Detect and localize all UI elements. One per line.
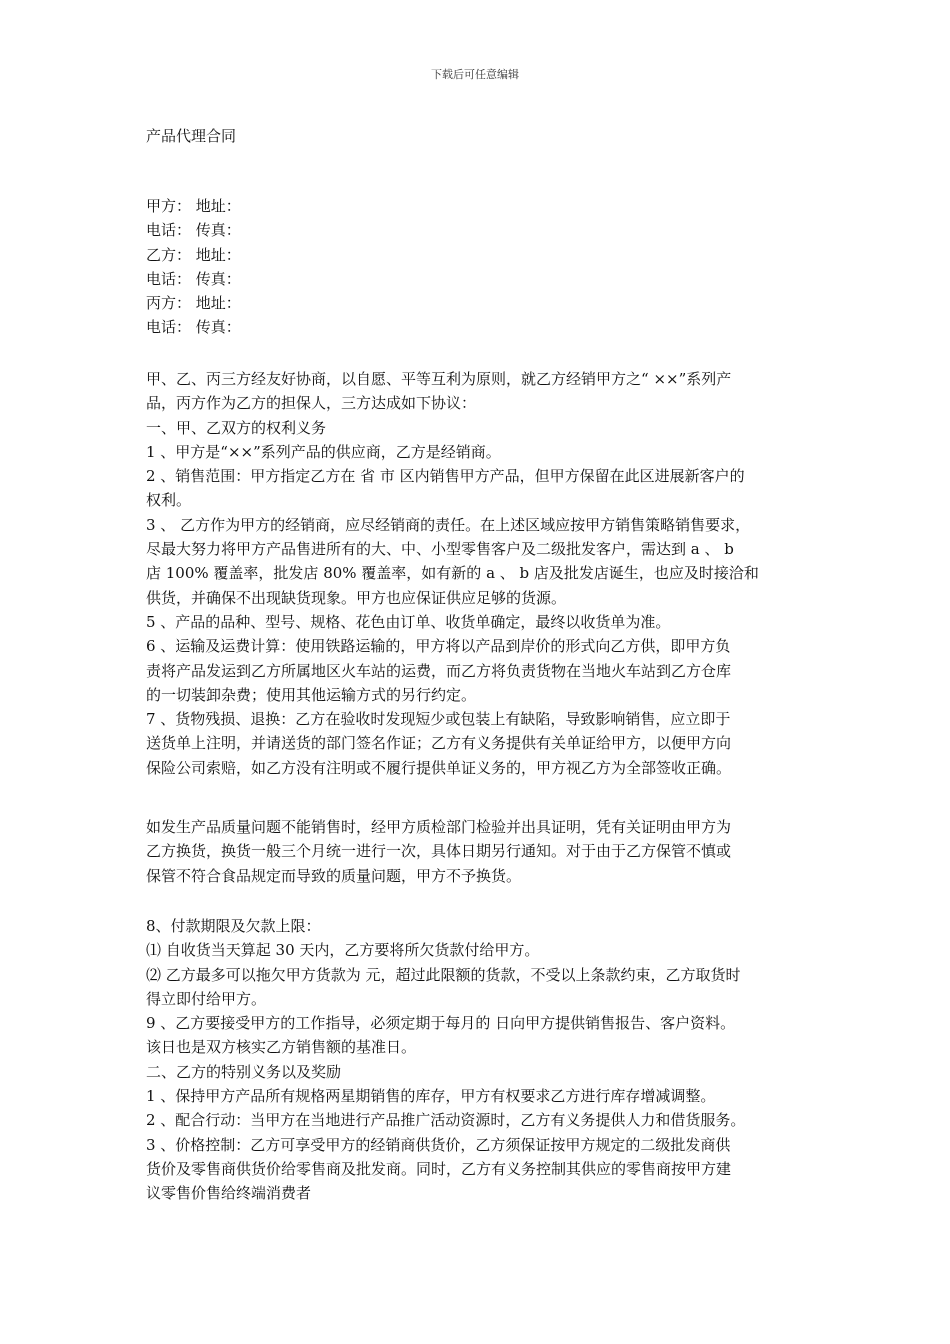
section-heading: 一、甲、乙双方的权利义务 xyxy=(146,418,327,437)
party-line: 电话： 传真： xyxy=(146,318,241,337)
body-line: ⑵ 乙方最多可以拖欠甲方货款为 元，超过此限额的货款，不受以上条款约束，乙方取货时 xyxy=(146,965,741,984)
body-line: 6 、运输及运费计算：使用铁路运输的，甲方将以产品到岸价的形式向乙方供，即甲方负 xyxy=(146,637,731,656)
body-line: 1 、甲方是“××”系列产品的供应商，乙方是经销商。 xyxy=(146,442,501,461)
body-line: 得立即付给甲方。 xyxy=(146,989,267,1008)
page-header-note: 下载后可任意编辑 xyxy=(431,68,519,81)
parties-block xyxy=(146,194,810,340)
body-line: 店 100% 覆盖率，批发店 80% 覆盖率，如有新的 a 、 b 店及批发店诞生，也应及时接洽和 xyxy=(146,564,759,583)
body-line: 保管不符合食品规定而导致的质量问题，甲方不予换货。 xyxy=(146,866,522,885)
body-line: ⑴ 自收货当天算起 30 天内，乙方要将所欠货款付给甲方。 xyxy=(146,941,540,960)
body-line: 的一切装卸杂费；使用其他运输方式的另行约定。 xyxy=(146,685,477,704)
quality-clause xyxy=(146,815,810,888)
section-heading: 二、乙方的特别义务以及奖励 xyxy=(146,1062,342,1081)
body-line: 2 、销售范围：甲方指定乙方在 省 市 区内销售甲方产品，但甲方保留在此区进展新客户的 xyxy=(146,467,745,486)
body-line: 2 、配合行动：当甲方在当地进行产品推广活动资源时，乙方有义务提供人力和借货服务。 xyxy=(146,1111,746,1130)
body-line: 7 、货物残损、退换：乙方在验收时发现短少或包装上有缺陷，导致影响销售，应立即于 xyxy=(146,710,731,729)
terms-section-2 xyxy=(146,914,810,1206)
body-line: 该日也是双方核实乙方销售额的基准日。 xyxy=(146,1038,417,1057)
body-line: 尽最大努力将甲方产品售进所有的大、中、小型零售客户及二级批发客户，需达到 a 、 b xyxy=(146,540,734,559)
party-line: 电话： 传真： xyxy=(146,269,241,288)
party-line: 甲方： 地址： xyxy=(146,197,241,215)
body-line: 保险公司索赔，如乙方没有注明或不履行提供单证义务的，甲方视乙方为全部签收正确。 xyxy=(146,758,732,777)
party-line: 丙方： 地址： xyxy=(146,294,241,313)
body-line: 3 、 乙方作为甲方的经销商，应尽经销商的责任。在上述区域应按甲方销售策略销售要求， xyxy=(146,515,751,534)
body-line: 9 、乙方要接受甲方的工作指导，必须定期于每月的 日向甲方提供销售报告、客户资料。 xyxy=(146,1014,736,1033)
party-line: 乙方： 地址： xyxy=(146,245,241,264)
body-line: 如发生产品质量问题不能销售时，经甲方质检部门检验并出具证明，凭有关证明由甲方为 xyxy=(146,818,732,836)
body-line: 乙方换货，换货一般三个月统一进行一次，具体日期另行通知。对于由于乙方保管不慎或 xyxy=(146,842,732,861)
body-line: 权利。 xyxy=(146,491,192,510)
party-line: 电话： 传真： xyxy=(146,221,241,240)
document-title: 产品代理合同 xyxy=(146,127,237,145)
body-line: 8、付款期限及欠款上限： xyxy=(146,917,321,935)
body-line: 品，丙方作为乙方的担保人，三方达成如下协议： xyxy=(146,394,477,413)
terms-section-1 xyxy=(146,367,810,780)
body-line: 议零售价售给终端消费者 xyxy=(146,1184,312,1203)
body-line: 货价及零售商供货价给零售商及批发商。同时，乙方有义务控制其供应的零售商按甲方建 xyxy=(146,1159,732,1178)
body-line: 供货，并确保不出现缺货现象。甲方也应保证供应足够的货源。 xyxy=(146,588,567,607)
body-line: 甲、乙、丙三方经友好协商，以自愿、平等互利为原则，就乙方经销甲方之“ ××”系列产 xyxy=(146,370,732,388)
body-line: 责将产品发运到乙方所属地区火车站的运费，而乙方将负责货物在当地火车站到乙方仓库 xyxy=(146,661,732,680)
body-line: 1 、保持甲方产品所有规格两星期销售的库存，甲方有权要求乙方进行库存增减调整。 xyxy=(146,1087,716,1106)
body-line: 3 、价格控制：乙方可享受甲方的经销商供货价，乙方须保证按甲方规定的二级批发商供 xyxy=(146,1135,731,1154)
body-line: 5 、产品的品种、型号、规格、花色由订单、收货单确定，最终以收货单为准。 xyxy=(146,612,671,631)
body-line: 送货单上注明，并请送货的部门签名作证；乙方有义务提供有关单证给甲方，以便甲方向 xyxy=(146,734,732,753)
